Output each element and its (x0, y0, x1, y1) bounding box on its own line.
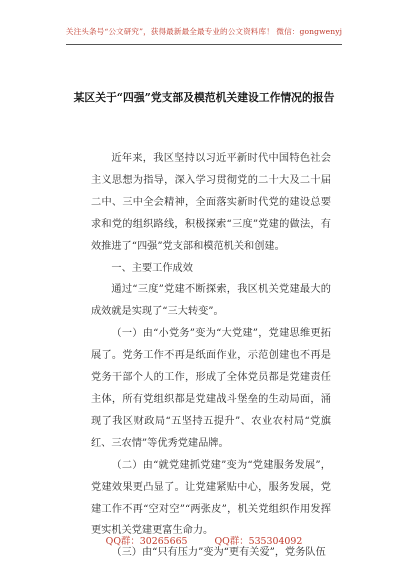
document-body (91, 148, 331, 564)
paragraph-item-1: （一）由“小党务”变为“大党建”，党建思维更拓展了。党务工作不再是纸面作业，示范创建也不再是党务干部个人的工作，形成了全体党员都是党建责任主体，所有党组织都是党建战斗堡垒的生动局面，涌现了我区财政局“五坚持五提升”、农业农村局“党旗红、三农情”等优秀党建品牌。 (91, 328, 331, 449)
section-heading: 一、主要工作成效 (111, 262, 193, 274)
document-title: 某区关于“四强”党支部及模范机关建设工作情况的报告 (73, 91, 335, 104)
footer-qq-group-2: QQ群：535304092 (214, 536, 303, 547)
header-divider (66, 44, 342, 45)
paragraph-item-2: （二）由“就党建抓党建”变为“党建服务发展”，党建效果更凸显了。让党建紧贴中心，服务发展，党建工作不再“空对空”“两张皮”，机关党组织作用发挥更实机关党建更富生命力。 (91, 459, 331, 537)
header-banner: 关注头条号“公文研究”，获得最新最全最专业的公文资料库！ 微信：gongwenyj (65, 27, 343, 36)
paragraph-item-3: （三）由“只有压力”变为“更有关爱”，党务队伍 (111, 547, 326, 559)
footer-qq-group-1: QQ群：30265665 (105, 536, 188, 547)
paragraph-summary: 通过“三度”党建不断探索，我区机关党建最大的成效就是实现了“三大转变”。 (91, 284, 331, 318)
footer-contact (0, 533, 408, 547)
paragraph-intro: 近年来，我区坚持以习近平新时代中国特色社会主义思想为指导，深入学习贯彻党的二十大及二十届二中、三中全会精神，全面落实新时代党的建设总要求和党的组织路线，积极探索“三度”党建的做法，有效推进了“四强”党支部和模范机关和创建。 (91, 153, 331, 252)
